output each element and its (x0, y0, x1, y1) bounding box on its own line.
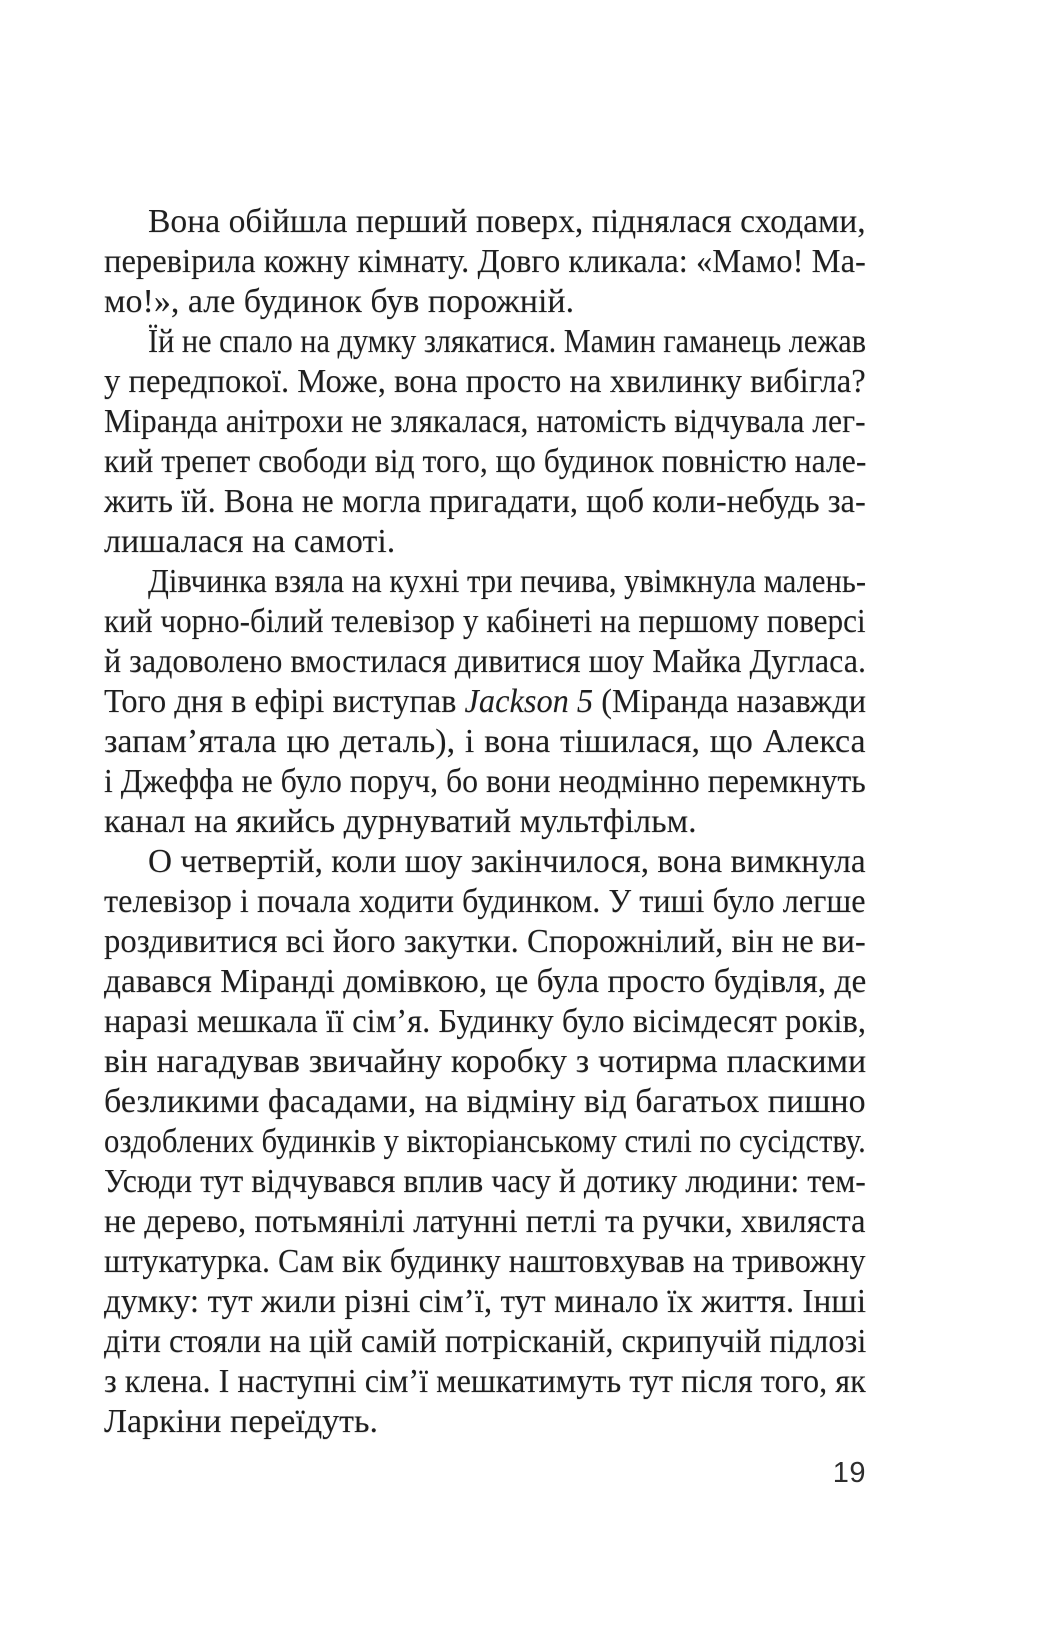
text-line (104, 442, 866, 482)
text-line (104, 1082, 866, 1122)
show-title-italic: Jackson 5 (464, 683, 594, 720)
line-text: Дівчинка взяла на кухні три печива, увімкнула малень- (148, 563, 867, 600)
body-text (104, 202, 866, 1442)
line-text: штукатурка. Сам вік будинку наштовхував на тривожну (104, 1243, 866, 1280)
line-text: наразі мешкала її сім’я. Будинку було вісімдесят років, (104, 1003, 867, 1040)
text-line (104, 682, 866, 722)
line-text: мо!», але будинок був порожній. (104, 283, 575, 320)
paragraph (104, 562, 866, 842)
line-text: перевірила кожну кімнату. Довго кликала: «Мамо! Ма- (104, 243, 866, 280)
line-text: запам’ятала цю деталь), і вона тішилася, що Алекса (104, 723, 866, 760)
text-line (104, 282, 866, 322)
text-line (104, 1242, 866, 1282)
text-line (104, 922, 866, 962)
line-text: з клена. І наступні сім’ї мешкатимуть тут після того, як (104, 1363, 866, 1400)
text-line (104, 722, 866, 762)
text-line (104, 1322, 866, 1362)
text-line (104, 1122, 866, 1162)
text-line (104, 562, 866, 602)
paragraph (104, 842, 866, 1442)
text-line (104, 842, 866, 882)
line-text: роздивитися всі його закутки. Спорожнілий, він не ви- (104, 923, 866, 960)
line-text: жить їй. Вона не могла пригадати, щоб коли-небудь за- (104, 483, 866, 520)
line-text: Вона обійшла перший поверх, піднялася сходами, (148, 203, 866, 240)
line-text: давався Міранді домівкою, це була просто будівля, де (104, 963, 867, 1000)
line-text-segment: Того дня в ефірі виступав (104, 683, 465, 720)
text-line (104, 882, 866, 922)
text-line (104, 1402, 866, 1442)
line-text: Ларкіни переїдуть. (104, 1403, 378, 1440)
line-text: діти стояли на цій самій потрісканій, скрипучій підлозі (104, 1323, 867, 1360)
text-line (104, 642, 866, 682)
line-text: він нагадував звичайну коробку з чотирма пласкими (104, 1043, 867, 1080)
page-number: 19 (832, 1457, 866, 1489)
text-line (104, 602, 866, 642)
text-line (104, 242, 866, 282)
text-line (104, 202, 866, 242)
paragraph (104, 202, 866, 322)
line-text: думку: тут жили різні сім’ї, тут минало їх життя. Інші (104, 1283, 867, 1320)
line-text: і Джеффа не було поруч, бо вони неодмінно перемкнуть (104, 763, 866, 800)
text-line (104, 522, 866, 562)
text-line (104, 402, 866, 442)
line-text: у передпокої. Може, вона просто на хвилинку вибігла? (104, 363, 866, 400)
text-line (104, 1202, 866, 1242)
line-text: лишалася на самоті. (104, 523, 396, 560)
line-text: кий чорно-білий телевізор у кабінеті на першому поверсі (104, 603, 866, 640)
text-line (104, 802, 866, 842)
line-text: канал на якийсь дурнуватий мультфільм. (104, 803, 697, 840)
text-line (104, 362, 866, 402)
line-text: безликими фасадами, на відміну від багатьох пишно (104, 1083, 866, 1120)
paragraph (104, 322, 866, 562)
line-text: кий трепет свободи від того, що будинок повністю нале- (104, 443, 867, 480)
line-text: телевізор і почала ходити будинком. У тиші було легше (104, 883, 866, 920)
text-line (104, 1282, 866, 1322)
text-line (104, 1162, 866, 1202)
text-line (104, 962, 866, 1002)
text-line (104, 322, 866, 362)
text-line (104, 1042, 866, 1082)
line-text: Міранда анітрохи не злякалася, натомість відчувала лег- (104, 403, 866, 440)
text-line (104, 1002, 866, 1042)
text-line (104, 762, 866, 802)
line-text: Їй не спало на думку злякатися. Мамин гаманець лежав (148, 323, 866, 360)
line-text: оздоблених будинків у вікторіанському стилі по сусідству. (104, 1123, 866, 1160)
line-text: Усюди тут відчувався вплив часу й дотику людини: тем- (104, 1163, 866, 1200)
line-text: не дерево, потьмянілі латунні петлі та ручки, хвиляста (104, 1203, 866, 1240)
line-text: О четвертій, коли шоу закінчилося, вона вимкнула (148, 843, 866, 880)
text-line (104, 1362, 866, 1402)
line-text (104, 682, 866, 722)
text-line (104, 482, 866, 522)
line-text-segment: (Міранда назавжди (593, 683, 867, 720)
line-text: й задоволено вмостилася дивитися шоу Майка Дугласа. (104, 643, 866, 680)
